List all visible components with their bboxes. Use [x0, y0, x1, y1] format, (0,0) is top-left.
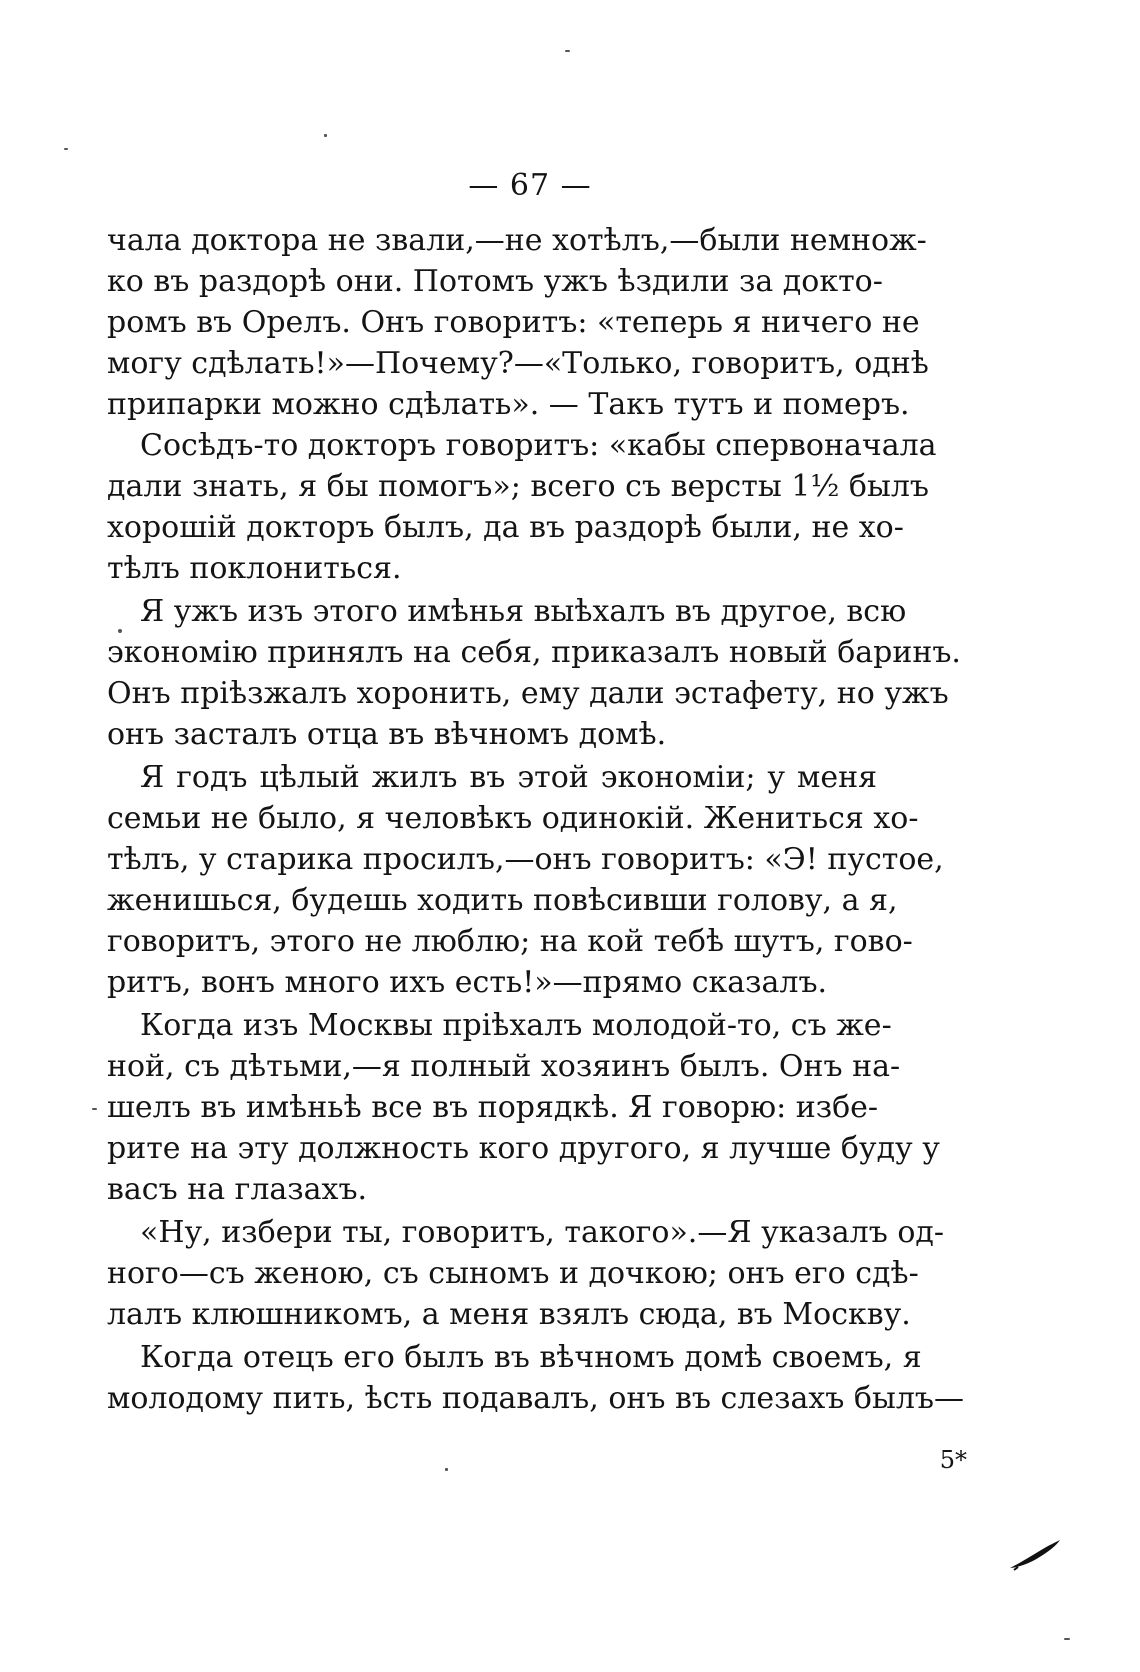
text-line: рите на эту должность кого другого, я лучше буду у — [107, 1131, 940, 1166]
text-line: Когда отецъ его былъ въ вѣчномъ домѣ своемъ, я — [140, 1340, 922, 1375]
scan-speck — [445, 1468, 448, 1471]
text-line: Я ужъ изъ этого имѣнья выѣхалъ въ другое, всю — [140, 594, 907, 629]
text-line: лалъ клюшникомъ, а меня взялъ сюда, въ Москву. — [107, 1297, 911, 1332]
text-line: Онъ пріѣзжалъ хоронить, ему дали эстафету, но ужъ — [107, 676, 949, 711]
scan-speck — [118, 629, 122, 633]
text-line: чала доктора не звали,—не хотѣлъ,—были немнож- — [107, 223, 927, 258]
text-line: дали знать, я бы помогъ»; всего съ версты 1½ былъ — [107, 469, 930, 504]
text-line: шелъ въ имѣньѣ все въ порядкѣ. Я говорю: избе- — [107, 1090, 879, 1125]
text-line: припарки можно сдѣлать». — Такъ тутъ и померъ. — [107, 387, 910, 422]
text-line: ко въ раздорѣ они. Потомъ ужъ ѣздили за докто- — [107, 264, 883, 299]
text-line: Я годъ цѣлый жилъ въ этой экономіи; у меня — [140, 760, 877, 795]
ink-blot-icon — [1008, 1538, 1062, 1572]
text-line: хорошій докторъ былъ, да въ раздорѣ были, не хо- — [107, 510, 904, 545]
text-line: Когда изъ Москвы пріѣхалъ молодой-то, съ же- — [140, 1008, 892, 1043]
text-line: онъ засталъ отца въ вѣчномъ домѣ. — [107, 717, 667, 752]
text-line: молодому пить, ѣсть подавалъ, онъ въ слезахъ былъ— — [107, 1381, 965, 1416]
text-line: семьи не было, я человѣкъ одинокій. Жениться хо- — [107, 801, 919, 836]
scan-speck — [324, 134, 327, 137]
text-line: ной, съ дѣтьми,—я полный хозяинъ былъ. Онъ на- — [107, 1049, 901, 1084]
text-line: говоритъ, этого не люблю; на кой тебѣ шутъ, гово- — [107, 924, 913, 959]
text-line: могу сдѣлать!»—Почему?—«Только, говоритъ, однѣ — [107, 346, 929, 381]
text-line: тѣлъ поклониться. — [107, 551, 402, 586]
text-line: ромъ въ Орелъ. Онъ говоритъ: «теперь я ничего не — [107, 305, 920, 340]
scan-speck — [565, 50, 570, 52]
text-line: тѣлъ, у старика просилъ,—онъ говоритъ: «Э! пустое, — [107, 842, 944, 877]
text-line: «Ну, избери ты, говоритъ, такого».—Я указалъ од- — [140, 1215, 944, 1250]
signature-mark: 5* — [939, 1446, 967, 1474]
scan-speck — [92, 1108, 97, 1110]
text-line: Сосѣдъ-то докторъ говоритъ: «кабы спервоначала — [140, 428, 937, 463]
page-number: — 67 — — [468, 168, 592, 203]
scan-speck — [64, 148, 68, 150]
text-line: васъ на глазахъ. — [107, 1172, 368, 1207]
text-line: экономію принялъ на себя, приказалъ новый баринъ. — [107, 635, 961, 670]
text-line: ного—съ женою, съ сыномъ и дочкою; онъ его сдѣ- — [107, 1256, 919, 1291]
scan-speck — [1064, 1638, 1070, 1640]
text-line: ритъ, вонъ много ихъ есть!»—прямо сказалъ. — [107, 965, 828, 1000]
text-line: женишься, будешь ходить повѣсивши голову, а я, — [107, 883, 898, 918]
